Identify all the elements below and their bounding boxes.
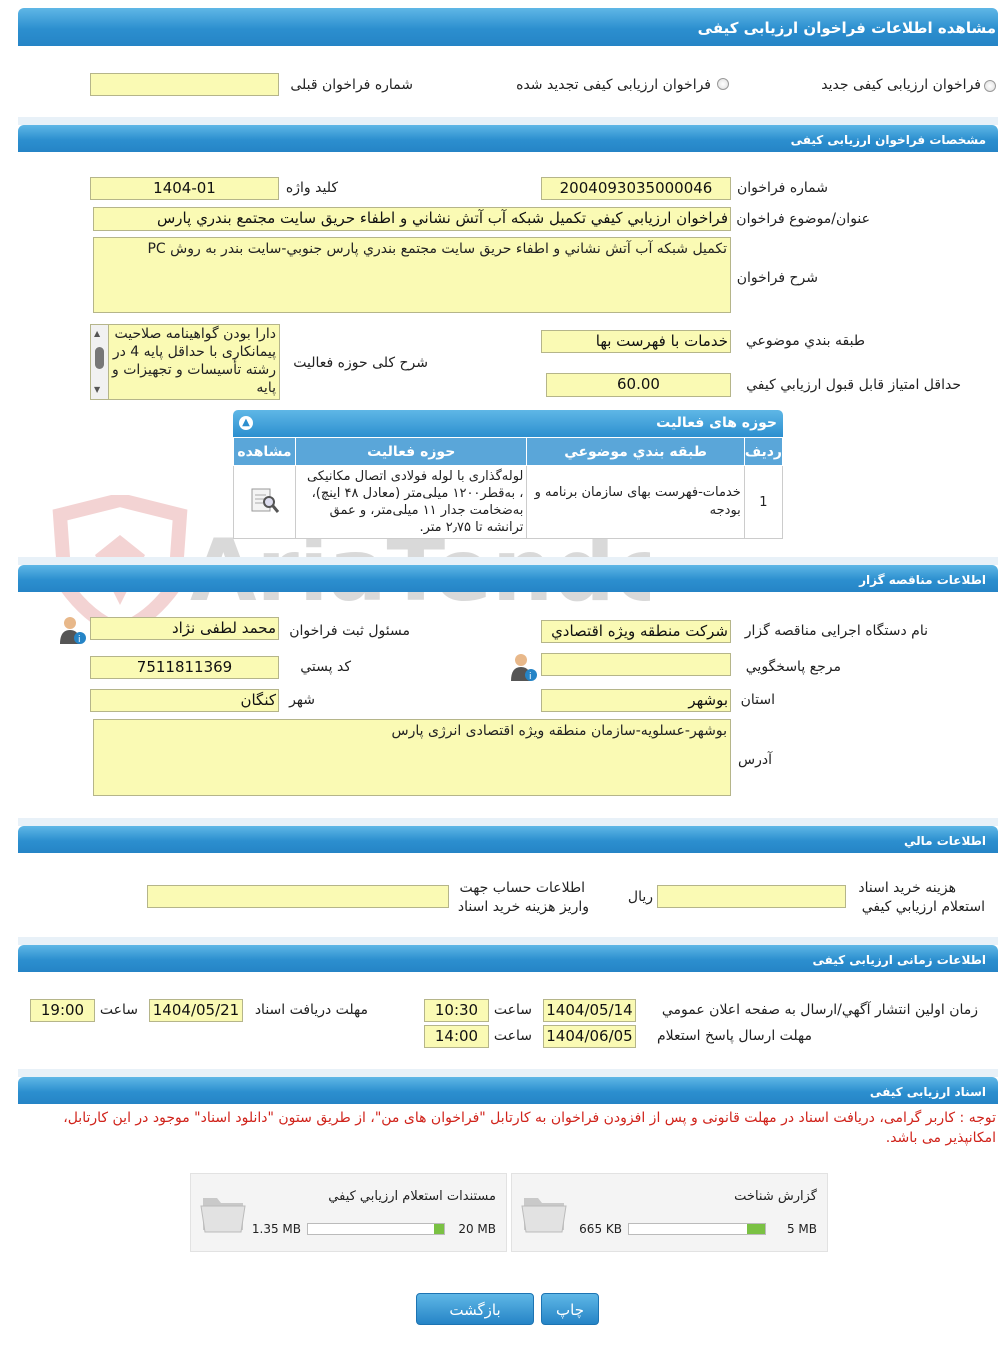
receive-label: مهلت دريافت اسناد xyxy=(254,1002,368,1018)
description-label: شرح فراخوان xyxy=(736,270,818,286)
section-tenderer-title: اطلاعات مناقصه گزار xyxy=(18,565,998,592)
col-field: حوزه فعالیت xyxy=(296,438,527,466)
file-current-size: 1.35 MB xyxy=(251,1222,301,1236)
col-category: طبقه بندي موضوعي xyxy=(527,438,744,466)
fee-unit: ريال xyxy=(627,889,653,905)
user-info-icon[interactable] xyxy=(57,615,87,645)
folder-icon xyxy=(520,1186,568,1236)
radio-new-call[interactable] xyxy=(984,80,996,92)
section-finance-title: اطلاعات مالي xyxy=(18,826,998,853)
file-title: گزارش شناخت xyxy=(734,1189,817,1204)
file-card-inquiry-docs[interactable] xyxy=(190,1173,507,1252)
min-score-field[interactable]: 60.00 xyxy=(546,373,731,397)
file-max-size: 20 MB xyxy=(458,1222,496,1236)
fee-label-line1: هزينه خريد اسناد xyxy=(858,880,956,896)
reply-date-field[interactable]: 1404/06/05 xyxy=(543,1025,636,1048)
folder-icon xyxy=(199,1186,247,1236)
min-score-label: حداقل امتياز قابل قبول ارزيابي کيفي xyxy=(746,377,961,393)
activity-panel-title xyxy=(233,410,783,437)
download-note: توجه : کاربر گرامی، دريافت اسناد در مهلت قانونی و پس از افزودن فراخوان به کارتابل "فراخوان های من"، از طريق ستون "دانلود اسناد" موجود در اين کارتابل، امکانپذير می باشد. xyxy=(63,1110,996,1146)
reply-label: مهلت ارسال پاسخ استعلام xyxy=(656,1028,812,1044)
receive-date-field[interactable]: 1404/05/21 xyxy=(149,999,243,1022)
svg-text:i: i xyxy=(529,672,532,682)
view-icon[interactable] xyxy=(234,466,296,539)
receive-time-field[interactable]: 19:00 xyxy=(30,999,95,1022)
publish-time-field[interactable]: 10:30 xyxy=(424,999,489,1022)
city-field[interactable]: کنگان xyxy=(90,689,279,712)
radio-renewed-call[interactable] xyxy=(717,78,729,90)
province-field[interactable]: بوشهر xyxy=(541,689,731,712)
city-label: شهر xyxy=(289,692,315,708)
print-button[interactable]: چاپ xyxy=(541,1293,599,1325)
reply-time-label: ساعت xyxy=(493,1028,532,1044)
publish-time-label: ساعت xyxy=(493,1002,532,1018)
section-spec-title: مشخصات فراخوان ارزيابی كيفی xyxy=(18,125,998,152)
postal-code-field[interactable]: 7511811369 xyxy=(90,656,279,679)
address-label: آدرس xyxy=(738,752,772,768)
registrar-label: مسئول ثبت فراخوان xyxy=(289,623,410,639)
file-title: مستندات استعلام ارزيابي کيفي xyxy=(328,1189,496,1204)
reference-label: مرجع پاسخگويي xyxy=(745,659,841,675)
file-max-size: 5 MB xyxy=(786,1222,817,1236)
account-label-line2: واريز هزينه خريد اسناد xyxy=(457,899,589,915)
keyword-field[interactable]: 1404-01 xyxy=(90,177,279,200)
address-field[interactable]: بوشهر-عسلويه-سازمان منطقه ويژه اقتصادی انرژی پارس xyxy=(93,719,731,796)
subject-label: عنوان/موضوع فراخوان xyxy=(736,211,870,227)
publish-label: زمان اولين انتشار آگهي/ارسال به صفحه اعلان عمومي xyxy=(661,1002,978,1018)
section-timing-title: اطلاعات زمانی ارزيابی كيفی xyxy=(18,945,998,972)
prev-number-label: شماره فراخوان قبلی xyxy=(290,77,413,93)
svg-text:i: i xyxy=(78,635,81,645)
reply-time-field[interactable]: 14:00 xyxy=(424,1025,489,1048)
registrar-field[interactable]: محمد لطفی نژاد xyxy=(90,617,279,640)
postal-code-label: کد پستي xyxy=(300,659,351,675)
category-field[interactable]: خدمات با فهرست بها xyxy=(541,330,731,353)
description-field[interactable]: تكميل شبكه آب آتش نشاني و اطفاء حريق سايت مجتمع بندري پارس جنوبي-سايت بندر به روش PC xyxy=(93,237,731,313)
fee-label-line2: استعلام ارزيابي کيفي xyxy=(861,899,985,915)
activity-table xyxy=(233,437,783,539)
keyword-label: کليد واژه xyxy=(285,180,338,196)
col-row: رديف xyxy=(744,438,782,466)
file-progress-bar xyxy=(628,1223,766,1235)
file-current-size: 665 KB xyxy=(579,1222,622,1236)
receive-time-label: ساعت xyxy=(99,1002,138,1018)
scope-field[interactable]: دارا بودن گواهينامه صلاحيت پيمانكاری با حداقل پايه 4 در رشته تأسيسات و تجهيزات و پايه xyxy=(109,324,280,400)
col-view: مشاهده xyxy=(234,438,296,466)
org-name-label: نام دستگاه اجرايی مناقصه گزار xyxy=(744,623,928,639)
scope-scrollbar[interactable]: ▲ ▼ xyxy=(90,324,109,400)
radio-renewed-label: فراخوان ارزيابی كيفی تجديد شده xyxy=(516,77,711,93)
reference-user-icon[interactable] xyxy=(508,652,538,682)
activity-title: حوزه های فعالیت xyxy=(656,415,777,431)
call-number-label: شماره فراخوان xyxy=(737,180,828,196)
row-category: خدمات-فهرست بهای سازمان برنامه و بودجه xyxy=(527,466,744,539)
collapse-icon[interactable]: ▲ xyxy=(239,416,253,430)
file-progress-bar xyxy=(307,1223,445,1235)
row-index: 1 xyxy=(744,466,782,539)
section-documents-title: اسناد ارزيابی كيفی xyxy=(18,1077,998,1104)
table-row xyxy=(234,466,783,539)
org-name-field[interactable]: شركت منطقه ويژه اقتصادي xyxy=(541,620,731,643)
category-label: طبقه بندي موضوعي xyxy=(745,333,865,349)
page-title: مشاهده اطلاعات فراخوان ارزيابی كيفی xyxy=(18,8,998,46)
reference-field[interactable] xyxy=(541,653,731,676)
activity-header-row xyxy=(234,438,783,466)
prev-number-field[interactable] xyxy=(90,73,279,96)
subject-field[interactable]: فراخوان ارزيابي كيفي تكميل شبكه آب آتش نشاني و اطفاء حريق سايت مجتمع بندري پارس xyxy=(93,207,731,231)
scope-label: شرح کلی حوزه فعالیت xyxy=(293,355,428,371)
back-button[interactable]: بازگشت xyxy=(416,1293,534,1325)
account-label-line1: اطلاعات حساب جهت xyxy=(459,880,585,896)
call-number-field[interactable]: 2004093035000046 xyxy=(541,177,731,200)
file-card-recognition[interactable] xyxy=(511,1173,828,1252)
account-field[interactable] xyxy=(147,885,449,908)
radio-new-label: فراخوان ارزيابی كيفی جديد xyxy=(821,77,981,93)
row-field: لوله‌گذاری با لوله فولادی اتصال مکانیکی ، به‌قطر۱۲۰۰ میلی‌متر (معادل ۴۸ اینچ)، به‌ضخامت جدار ۱۱ میلی‌متر، و عمق ترانشه تا ۲٫۷۵ متر. xyxy=(296,466,527,539)
fee-field[interactable] xyxy=(657,885,846,908)
province-label: استان xyxy=(740,692,775,708)
publish-date-field[interactable]: 1404/05/14 xyxy=(543,999,636,1022)
